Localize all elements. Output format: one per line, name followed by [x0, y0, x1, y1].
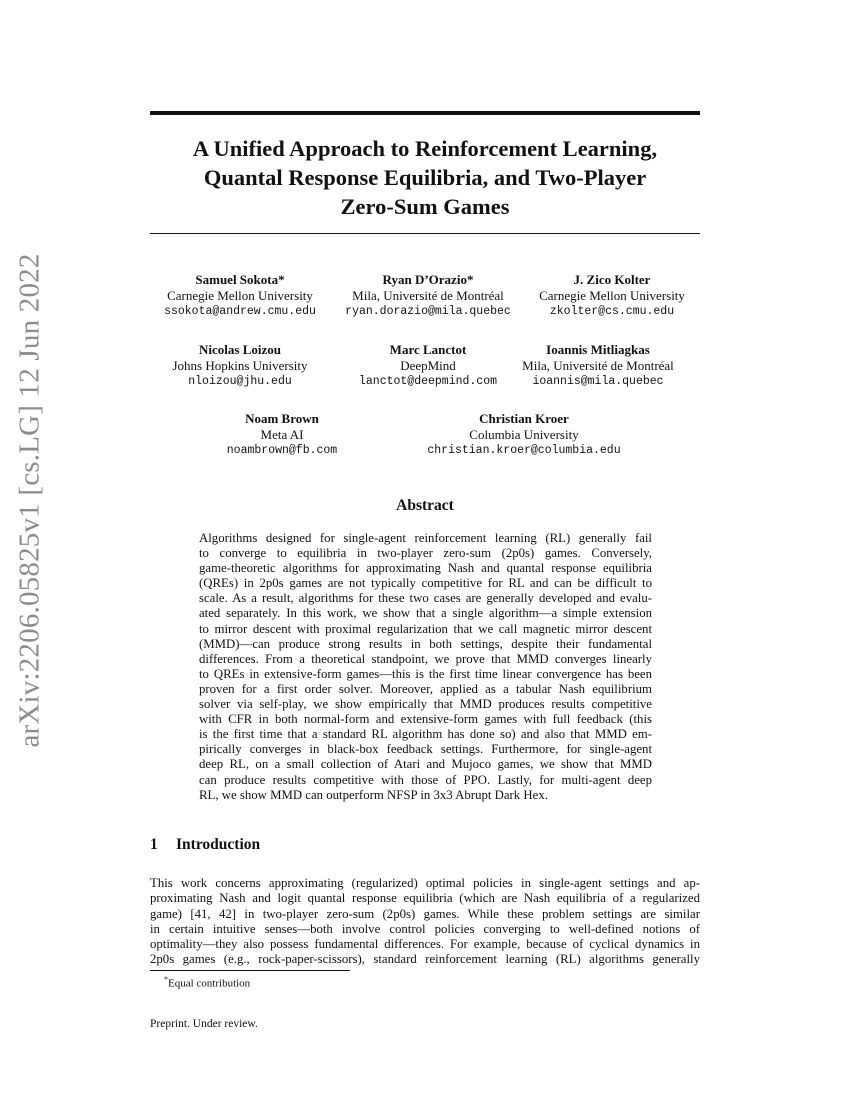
author-email[interactable]: nloizou@jhu.edu	[188, 375, 292, 388]
abstract-line: (QREs) in 2p0s games are not typically competitive for RL and can be difficult to	[199, 576, 652, 591]
arxiv-id-text: arXiv:2206.05825v1 [cs.LG] 12 Jun 2022	[13, 252, 46, 748]
author-block	[404, 411, 644, 459]
author-block	[498, 342, 698, 390]
author-email[interactable]: zkolter@cs.cmu.edu	[549, 305, 675, 318]
footnote-mark: *	[164, 975, 168, 984]
intro-line: proximating Nash and logit quantal response equilibria (which are Nash equilibria of a regularized	[150, 891, 700, 906]
abstract-line: to QREs in extensive-form games—this is the first time linear convergence has been	[199, 666, 652, 681]
author-email[interactable]: ioannis@mila.quebec	[532, 375, 664, 388]
author-email[interactable]: lanctot@deepmind.com	[358, 375, 498, 388]
author-email[interactable]: ssokota@andrew.cmu.edu	[164, 305, 316, 318]
preprint-note: Preprint. Under review.	[150, 1018, 258, 1030]
intro-line: optimality—they also possess fundamental differences. For example, because of cyclical dynamics in	[150, 937, 700, 952]
author-email[interactable]: christian.kroer@columbia.edu	[427, 444, 621, 457]
author-affiliation: DeepMind	[400, 358, 456, 373]
arxiv-identifier-stamp	[8, 252, 52, 748]
title-line: Zero-Sum Games	[340, 194, 510, 219]
section-number: 1	[150, 836, 158, 853]
author-affiliation: Mila, Université de Montréal	[522, 358, 674, 373]
author-block	[140, 342, 340, 390]
abstract-line: ated separately. In this work, we show that a single algorithm—a simple extension	[199, 606, 652, 621]
abstract-heading: Abstract	[396, 497, 454, 514]
author-block	[140, 272, 340, 320]
abstract-line: scale. As a result, algorithms for these two cases are generally developed and evalu-	[199, 591, 652, 606]
abstract-line: to mirror descent with proximal regularization that we call magnetic mirror descent	[199, 621, 652, 636]
abstract-line: solver via self-play, we show empirically that MMD produces results competitive	[199, 697, 652, 712]
author-affiliation: Carnegie Mellon University	[539, 288, 685, 303]
author-name: Marc Lanctot	[389, 342, 467, 357]
author-name: Samuel Sokota*	[195, 272, 285, 287]
author-name: Christian Kroer	[479, 411, 569, 426]
intro-line: 2p0s games (e.g., rock-paper-scissors), standard reinforcement learning (RL) algorithms generally	[150, 952, 700, 967]
footnote	[164, 975, 250, 990]
abstract-line: can produce results competitive with those of PPO. Lastly, for multi-agent deep	[199, 772, 652, 787]
title-top-rule	[150, 111, 700, 115]
abstract-line: deep RL, on a small collection of Atari and Mujoco games, we show that MMD	[199, 757, 652, 772]
author-email[interactable]: ryan.dorazio@mila.quebec	[345, 305, 511, 318]
abstract-line: with CFR in both normal-form and extensive-form games with full feedback (this	[199, 712, 652, 727]
abstract-line: RL, we show MMD can outperform NFSP in 3x3 Abrupt Dark Hex.	[199, 787, 548, 802]
intro-line: game) [41, 42] in two-player zero-sum (2p0s) games. While these problem settings are similar	[150, 906, 700, 921]
author-affiliation: Meta AI	[260, 427, 304, 442]
section-heading-introduction	[150, 836, 260, 854]
section-title: Introduction	[176, 836, 261, 853]
title-bottom-rule	[150, 233, 700, 234]
footnote-rule	[150, 970, 350, 971]
abstract-body	[199, 531, 652, 803]
intro-line: This work concerns approximating (regularized) optimal policies in single-agent settings and ap-	[150, 876, 700, 890]
introduction-body	[150, 876, 700, 968]
abstract-line: (MMD)—can produce strong results in both settings, despite their fundamental	[199, 636, 652, 651]
author-name: Ioannis Mitliagkas	[546, 342, 650, 357]
title-line: Quantal Response Equilibria, and Two-Player	[203, 165, 647, 190]
abstract-line: is the first time that a standard RL algorithm has done so) and also that MMD em-	[199, 727, 652, 742]
abstract-line: Algorithms designed for single-agent reinforcement learning (RL) generally fail	[199, 531, 652, 545]
author-name: Ryan D’Orazio*	[382, 272, 474, 287]
footnote-text: Equal contribution	[168, 977, 251, 990]
intro-line: in certain intuitive senses—both involve control policies converging to well-defined notions of	[150, 921, 700, 936]
author-name: J. Zico Kolter	[573, 272, 651, 287]
author-block	[318, 272, 538, 320]
author-affiliation: Columbia University	[469, 427, 579, 442]
abstract-line: pirically converges in black-box feedback settings. Furthermore, for single-agent	[199, 742, 652, 757]
author-block	[512, 272, 712, 320]
abstract-line: proven for a first order solver. Moreover, applied as a tabular Nash equilibrium	[199, 681, 652, 696]
paper-title	[150, 134, 700, 221]
author-affiliation: Johns Hopkins University	[172, 358, 308, 373]
author-affiliation: Mila, Université de Montréal	[352, 288, 504, 303]
author-name: Noam Brown	[245, 411, 319, 426]
author-name: Nicolas Loizou	[199, 342, 281, 357]
author-affiliation: Carnegie Mellon University	[167, 288, 313, 303]
author-email[interactable]: noambrown@fb.com	[226, 444, 338, 457]
title-line: A Unified Approach to Reinforcement Learning,	[192, 136, 658, 161]
author-block	[182, 411, 382, 459]
abstract-line: to converge to equilibria in two-player zero-sum (2p0s) games. Conversely,	[199, 546, 652, 561]
abstract-line: differences. From a theoretical standpoint, we prove that MMD converges linearly	[199, 651, 652, 666]
abstract-line: game-theoretic algorithms for approximating Nash and quantal response equilibria	[199, 561, 652, 576]
